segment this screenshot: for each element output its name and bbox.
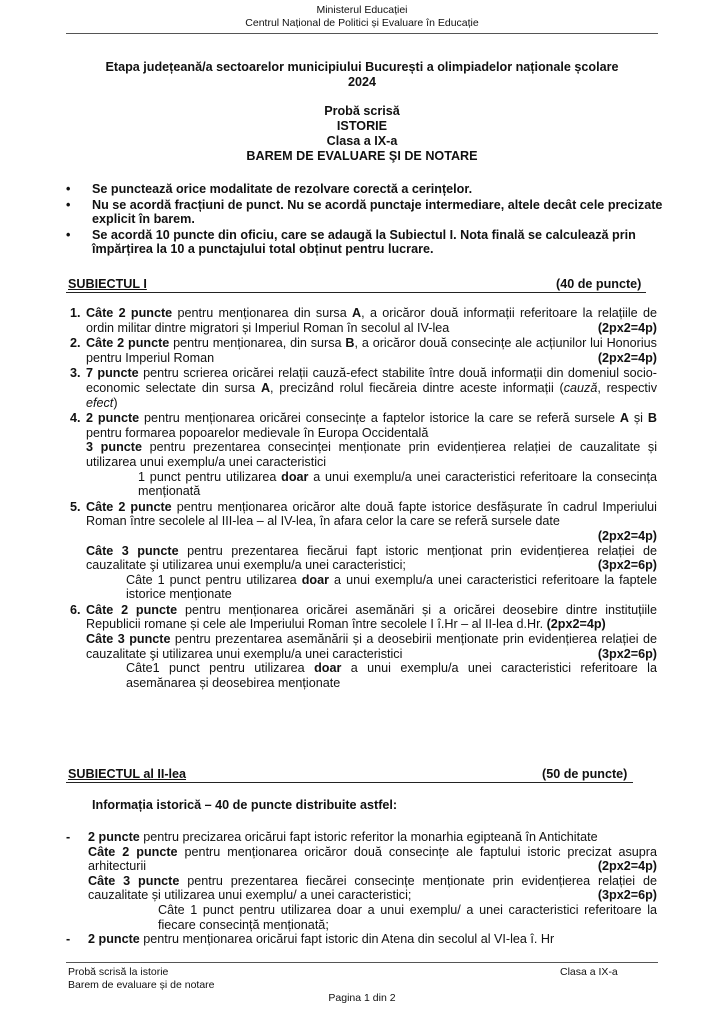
- footer-left-2: Barem de evaluare și de notare: [68, 979, 215, 991]
- rule-item: • Se punctează orice modalitate de rezolvare corectă a cerințelor.: [66, 182, 473, 196]
- bullet-icon: •: [66, 182, 71, 196]
- header-rule: [66, 33, 658, 34]
- title-line: Etapa județeană/a sectoarelor municipiului București a olimpiadelor naționale școlare: [105, 60, 619, 74]
- dash-icon: -: [66, 932, 71, 947]
- footer-left-1: Probă scrisă la istorie: [68, 966, 169, 978]
- subject1-rule: [66, 292, 646, 293]
- dash-icon: -: [66, 830, 71, 844]
- title-barem: BAREM DE EVALUARE ŞI DE NOTARE: [246, 149, 478, 163]
- subject1-item-6: 6. Câte 2 puncte pentru menționarea oricărei asemănări și a oricărei deosebire dintre instituțiile Republicii romane și cele ale Imperiului Roman între secolele I î.Hr – al II-lea d.Hr. (2px2=4p) Câte 3 puncte pentru prezentarea asemănării și a deosebirii menționate prin evidențierea relației de cauzalitate şi utilizarea unui exemplu/a unei caracteristici (3px2=6p) Câte1 punct pentru utilizarea doar a unui exemplu/a unei caracteristici referitoare la asemănarea și deosebirea menționate: [70, 602, 657, 690]
- title-proba: Probă scrisă: [324, 104, 400, 118]
- subject1-points: (40 de puncte): [556, 277, 642, 291]
- title-year: 2024: [347, 75, 377, 89]
- title-class: Clasa a IX-a: [326, 134, 398, 148]
- subject1-item-5: 5. Câte 2 puncte pentru menționarea oricăror alte două fapte istorice desfășurate în cadrul Imperiului Roman între secolele al III-lea – al IV-lea, în afara celor la care se referă sursele date (2px2=4p) Câte 3 puncte pentru prezentarea fiecărui fapt istoric menționat prin evidențierea relației de cauzalitate şi utilizarea unui exemplu/a unei caracteristici; (3px2=6p) Câte 1 punct pentru utilizarea doar a unui exemplu/a unei caracteristici referitoare la faptele istorice menționate: [70, 499, 657, 602]
- subject1-title: SUBIECTUL I: [68, 277, 147, 291]
- item-score: (3px2=6p): [597, 558, 657, 573]
- item-score: (2px2=4p): [597, 528, 657, 543]
- subject2-item-1: - 2 puncte pentru precizarea oricărui fapt istoric referitor la monarhia egipteană în Antichitate Câte 2 puncte pentru menționarea oricăror două consecințe ale faptului istoric precizat asupra arhitecturii (2px2=4p) Câte 3 puncte pentru prezentarea fiecărei consecințe menționate prin evidențierea relației de cauzalitate și utilizarea unui exemplu/ a unei caracteristici; (3px2=6p) Câte 1 punct pentru utilizarea doar a unui exemplu/ a unei caracteristici referitoare la fiecare consecință menționată;: [66, 830, 657, 932]
- item-score: (2px2=4p): [597, 859, 657, 874]
- item-score: (2px2=4p): [597, 350, 657, 365]
- subject1-item-3: 3. 7 puncte pentru scrierea oricărei relații cauză-efect stabilite între două informații din domeniul socio-economic selectate din sursa A, precizând rolul fiecăreia dintre aceste informații (cauză, respectiv efect): [70, 366, 657, 410]
- subject2-title: SUBIECTUL al II-lea: [68, 767, 187, 781]
- ministry-header: Ministerul Educației: [316, 4, 408, 16]
- subject2-items: [66, 830, 657, 947]
- bullet-icon: •: [66, 197, 71, 212]
- subject2-rule: [66, 782, 633, 783]
- subject1-item-2: 2. Câte 2 puncte pentru menționarea, din sursa B, a oricăror două consecințe ale acțiunilor lui Honorius pentru Imperiul Roman (2px2=4p): [70, 336, 657, 365]
- item-score: (3px2=6p): [597, 888, 657, 903]
- bullet-icon: •: [66, 227, 71, 242]
- rule-item: • Se acordă 10 puncte din oficiu, care se adaugă la Subiectul I. Nota finală se calculează prin împărțirea la 10 a punctajului total obținut pentru lucrare.: [66, 227, 636, 257]
- subject1-item-1: 1. Câte 2 puncte pentru menționarea din sursa A, a oricăror două informații referitoare la relațiile de ordin militar dintre migratori și Imperiul Roman în secolul al IV-lea (2px2=4p): [70, 306, 657, 335]
- subject2-info: Informația istorică – 40 de puncte distribuite astfel:: [92, 798, 398, 812]
- footer-rule: [66, 962, 658, 963]
- item-score: (2px2=4p): [597, 320, 657, 335]
- footer-right: Clasa a IX-a: [560, 966, 618, 978]
- general-rules: [66, 182, 666, 258]
- item-score: (2px2=4p): [546, 617, 606, 632]
- item-score: (3px2=6p): [597, 646, 657, 661]
- title-subject: ISTORIE: [336, 119, 388, 133]
- page-number: Pagina 1 din 2: [328, 992, 396, 1004]
- subject1-item-4: 4. 2 puncte pentru menționarea oricărei consecințe a faptelor istorice la care se referă sursele A și B pentru formarea popoarelor medievale în Europa Occidentală 3 puncte pentru prezentarea consecinței menționate prin evidențierea relației de cauzalitate și utilizarea unui exemplu/a unei caracteristici 1 punct pentru utilizarea doar a unui exemplu/a unei caracteristici referitoare la consecința menționată: [70, 411, 657, 499]
- subject2-points: (50 de puncte): [542, 767, 628, 781]
- subject1-items: [70, 306, 657, 690]
- subject2-item-2: - 2 puncte pentru menționarea oricărui fapt istoric din Atena din secolul al VI-lea î. Hr: [66, 932, 555, 947]
- center-header: Centrul Național de Politici și Evaluare în Educație: [245, 17, 479, 29]
- rule-item: • Nu se acordă fracțiuni de punct. Nu se acordă punctaje intermediare, altele decât cele precizate explicit în barem.: [66, 197, 663, 227]
